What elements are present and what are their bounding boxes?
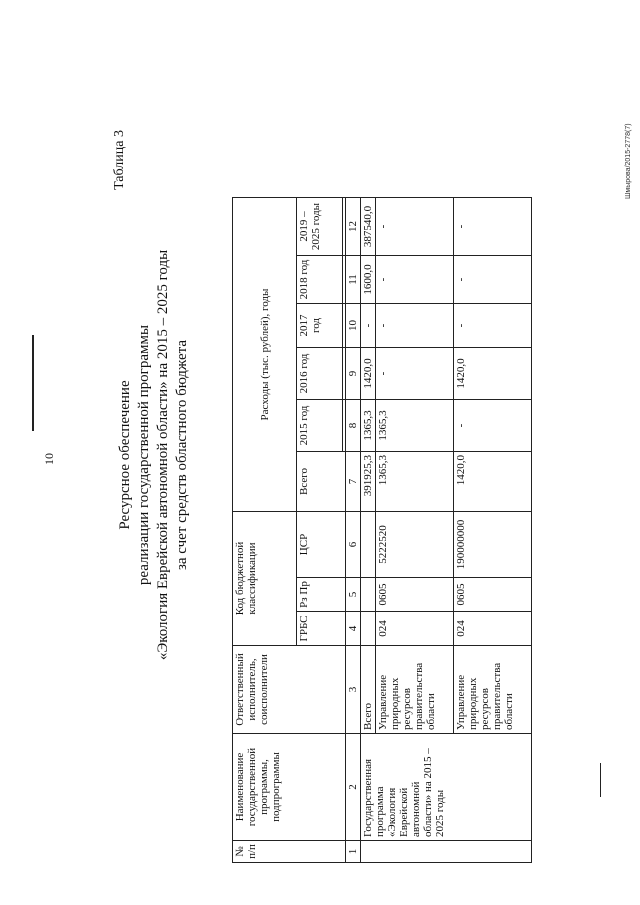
rzpr-cell — [361, 578, 376, 612]
total-cell: 1365,3 — [376, 452, 454, 512]
col-number-cell: 2 — [346, 734, 361, 841]
header-2019-2025: 2019 – 2025 годы — [297, 198, 343, 256]
col-number-cell: 9 — [346, 348, 361, 400]
header-2017: 2017 год — [297, 304, 343, 348]
header-rzpr: Рз Пр — [297, 578, 346, 612]
table-row — [361, 198, 376, 863]
y2017-cell: - — [361, 304, 376, 348]
col-number-cell: 5 — [346, 578, 361, 612]
resource-table — [232, 197, 532, 863]
y2016-cell: - — [376, 348, 454, 400]
grbs-cell: 024 — [376, 612, 454, 646]
scan-mark — [600, 763, 601, 797]
y2019-cell: - — [454, 198, 532, 256]
col-number-cell: 8 — [346, 400, 361, 452]
heading-line-4: за счет средств областного бюджета — [174, 339, 190, 571]
header-executor: Ответственный исполнитель, соисполнители — [233, 646, 346, 734]
document-heading — [116, 205, 192, 705]
header-2018: 2018 год — [297, 256, 343, 304]
y2019-cell: - — [376, 198, 454, 256]
heading-line-2: реализации государственной программы — [136, 324, 152, 586]
y2017-cell: - — [376, 304, 454, 348]
col-number-cell: 10 — [346, 304, 361, 348]
total-cell: 1420,0 — [454, 452, 532, 512]
col-number-cell: 7 — [346, 452, 361, 512]
header-program-name: Наименование государственной программы, подпрограммы — [233, 734, 346, 841]
rzpr-cell: 0605 — [454, 578, 532, 612]
col-number-cell: 3 — [346, 646, 361, 734]
y2015-cell: - — [454, 400, 532, 452]
header-budget-code: Код бюджетной классификации — [233, 512, 297, 646]
y2018-cell: 1600,0 — [361, 256, 376, 304]
col-number-cell: 1 — [346, 841, 361, 863]
header-2016: 2016 год — [297, 348, 343, 400]
executor-cell: Всего — [361, 646, 376, 734]
header-total: Всего — [297, 452, 346, 512]
scan-mark — [32, 335, 34, 431]
y2016-cell: 1420,0 — [454, 348, 532, 400]
program-name-cell: Государственная программа «Экология Еврейской автономной области» на 2015 – 2025 годы — [361, 734, 532, 841]
col-number-cell: 12 — [346, 198, 361, 256]
header-expenses: Расходы (тыс. рублей), годы — [233, 198, 297, 512]
table-label: Таблица 3 — [112, 130, 127, 190]
y2019-cell: 387540,0 — [361, 198, 376, 256]
col-number-cell: 11 — [346, 256, 361, 304]
grbs-cell: 024 — [454, 612, 532, 646]
csr-cell: 5222520 — [376, 512, 454, 578]
csr-cell — [361, 512, 376, 578]
footer-mark: Шмырова/2015-2778(7) — [625, 123, 632, 199]
y2017-cell: - — [454, 304, 532, 348]
y2015-cell: 1365,3 — [376, 400, 454, 452]
y2015-cell: 1365,3 — [361, 400, 376, 452]
heading-line-1: Ресурсное обеспечение — [117, 380, 133, 530]
col-number-cell: 4 — [346, 612, 361, 646]
csr-cell: 190000000 — [454, 512, 532, 578]
rzpr-cell: 0605 — [376, 578, 454, 612]
y2018-cell: - — [454, 256, 532, 304]
header-csr: ЦСР — [297, 512, 346, 578]
total-cell: 391925,3 — [361, 452, 376, 512]
executor-cell: Управление природных ресурсов правительства области — [454, 646, 532, 734]
executor-cell: Управление природных ресурсов правительства области — [376, 646, 454, 734]
header-2015: 2015 год — [297, 400, 343, 452]
header-num: № п/п — [233, 841, 346, 863]
header-grbs: ГРБС — [297, 612, 346, 646]
col-number-cell: 6 — [346, 512, 361, 578]
y2018-cell: - — [376, 256, 454, 304]
y2016-cell: 1420,0 — [361, 348, 376, 400]
heading-line-3: «Экология Еврейской автономной области» на 2015 – 2025 годы — [155, 249, 171, 661]
grbs-cell — [361, 612, 376, 646]
page-number: 10 — [42, 453, 56, 465]
